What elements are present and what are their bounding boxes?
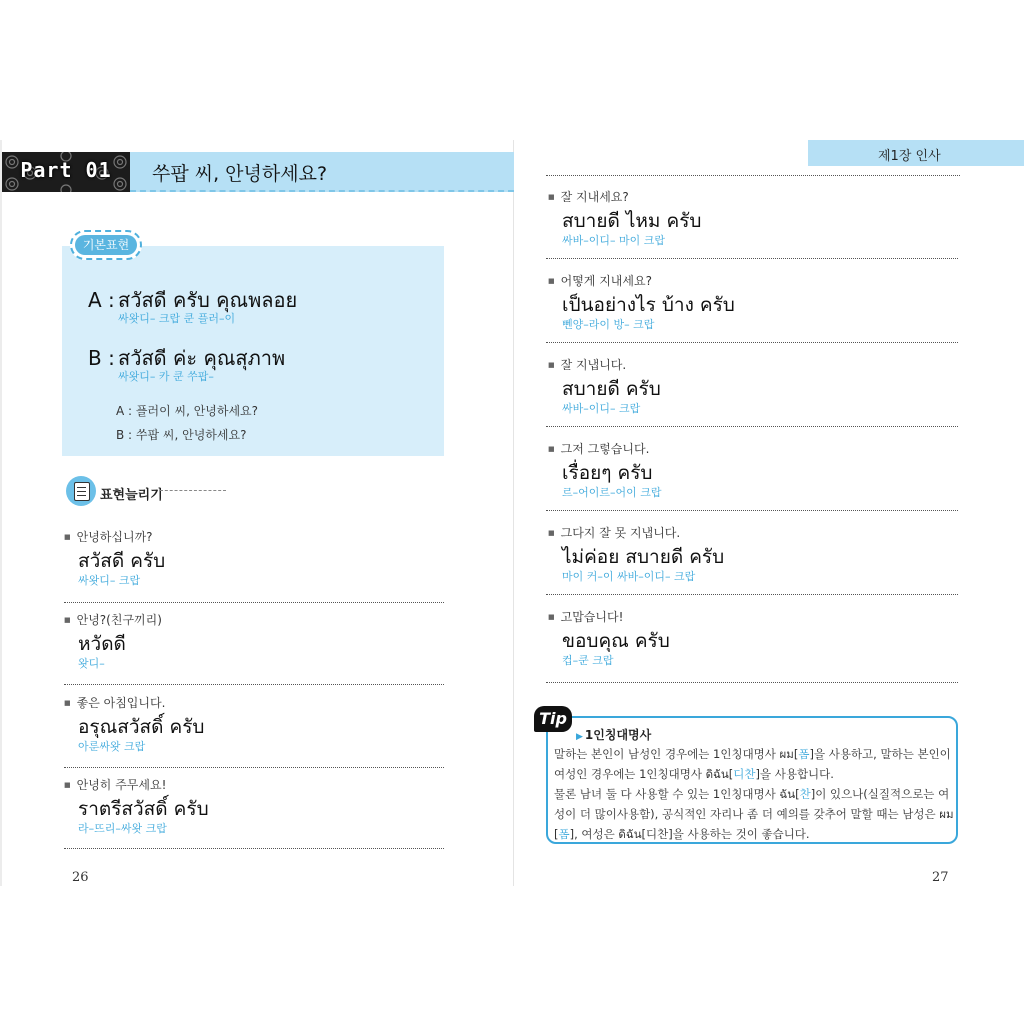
entry-korean: ■ 잘 지냅니다.: [548, 356, 626, 373]
tip-badge: Tip: [534, 706, 572, 732]
entry-divider: [546, 594, 958, 595]
speaker-a: A :: [88, 288, 115, 312]
left-page: [0, 140, 514, 886]
entry-thai: เรื่อยๆ ครับ: [562, 462, 653, 484]
part-title-bar: [130, 152, 514, 192]
tip-line: 물론 남녀 둘 다 사용할 수 있는 1인칭대명사 ฉัน[찬]이 있으나(실질적으로는 여: [554, 787, 950, 801]
speaker-b: B :: [88, 346, 115, 370]
entry-divider: [546, 682, 958, 683]
basic-expression-badge: [70, 230, 142, 260]
chapter-title: 제1장 인사: [878, 149, 941, 164]
entry-divider: [64, 848, 444, 849]
entry-thai: สวัสดี ครับ: [78, 550, 166, 572]
page-number-right: 27: [932, 870, 949, 885]
entry-pronunciation: 아룬싸왓 크랍: [78, 740, 146, 753]
entry-divider: [64, 684, 444, 685]
entry-divider: [64, 767, 444, 768]
part-box: [2, 152, 130, 192]
entry-korean: ■ 어떻게 지내세요?: [548, 272, 652, 289]
entry-korean: ■ 안녕?(친구끼리): [64, 611, 162, 628]
tip-line: 말하는 본인이 남성인 경우에는 1인칭대명사 ผม[폼]을 사용하고, 말하는 본인이: [554, 747, 951, 761]
part-title: 쑤팝 씨, 안녕하세요?: [152, 163, 328, 185]
entry-korean: ■ 안녕하십니까?: [64, 528, 153, 545]
tip-line: 여성인 경우에는 1인칭대명사 ดิฉัน[디찬]을 사용합니다.: [554, 767, 834, 781]
chapter-rule: [546, 175, 960, 176]
notepad-icon: [66, 476, 96, 506]
entry-korean: ■ 그저 그렇습니다.: [548, 440, 649, 457]
page-number-left: 26: [72, 870, 89, 885]
entry-pronunciation: 뻰양–라이 방– 크랍: [562, 318, 655, 331]
dialogue-thai-b: สวัสดี ค่ะ คุณสุภาพ: [118, 346, 286, 370]
section-title: 표현늘리기: [100, 488, 163, 503]
entry-thai: เป็นอย่างไร บ้าง ครับ: [562, 294, 735, 316]
entry-korean: ■ 좋은 아침입니다.: [64, 694, 165, 711]
entry-pronunciation: 라–뜨리–싸왓 크랍: [78, 822, 167, 835]
entry-divider: [546, 342, 958, 343]
entry-korean: ■ 잘 지내세요?: [548, 188, 629, 205]
chapter-tab: [808, 140, 1024, 166]
entry-pronunciation: 컵–쿤 크랍: [562, 654, 614, 667]
entry-korean: ■ 고맙습니다!: [548, 608, 623, 625]
tip-line: [폼], 여성은 ดิฉัน[디찬]을 사용하는 것이 좋습니다.: [554, 827, 810, 841]
dialogue-pron-b: 싸왓디– 카 쿤 쑤팝–: [118, 370, 214, 383]
tip-line: 성이 더 많이사용함), 공식적인 자리나 좀 더 예의를 갖추어 말할 때는 남성은 ผม: [554, 807, 954, 821]
entry-pronunciation: 싸왓디– 크랍: [78, 574, 141, 587]
tip-title: ▶ 1인칭대명사: [576, 726, 651, 743]
entry-pronunciation: 싸바–이디– 크랍: [562, 402, 641, 415]
entry-korean: ■ 안녕히 주무세요!: [64, 776, 166, 793]
entry-thai: อรุณสวัสดิ์ ครับ: [78, 716, 205, 738]
section-title-rule: [160, 490, 226, 491]
part-label: Part 01: [20, 158, 112, 182]
entry-thai: ราตรีสวัสดิ์ ครับ: [78, 798, 209, 820]
dialogue-thai-a: สวัสดี ครับ คุณพลอย: [118, 288, 298, 312]
entry-pronunciation: 싸바–이디– 마이 크랍: [562, 234, 666, 247]
entry-divider: [546, 426, 958, 427]
entry-pronunciation: 르–어이르–어이 크랍: [562, 486, 662, 499]
entry-thai: สบายดี ครับ: [562, 378, 661, 400]
entry-divider: [64, 602, 444, 603]
entry-pronunciation: 마이 커–이 싸바–이디– 크랍: [562, 570, 696, 583]
entry-divider: [546, 510, 958, 511]
basic-expression-badge-label: 기본표현: [75, 235, 137, 255]
entry-thai: หวัดดี: [78, 633, 126, 655]
entry-divider: [546, 258, 958, 259]
translation-b: B : 쑤팝 씨, 안녕하세요?: [116, 428, 247, 442]
right-page: [514, 140, 1024, 886]
translation-a: A : 플러이 씨, 안녕하세요?: [116, 404, 259, 418]
entry-thai: ขอบคุณ ครับ: [562, 630, 670, 652]
entry-korean: ■ 그다지 잘 못 지냅니다.: [548, 524, 680, 541]
entry-thai: สบายดี ไหม ครับ: [562, 210, 702, 232]
entry-thai: ไม่ค่อย สบายดี ครับ: [562, 546, 725, 568]
dialogue-pron-a: 싸왓디– 크랍 쿤 플러–이: [118, 312, 236, 325]
entry-pronunciation: 왓디–: [78, 657, 105, 670]
